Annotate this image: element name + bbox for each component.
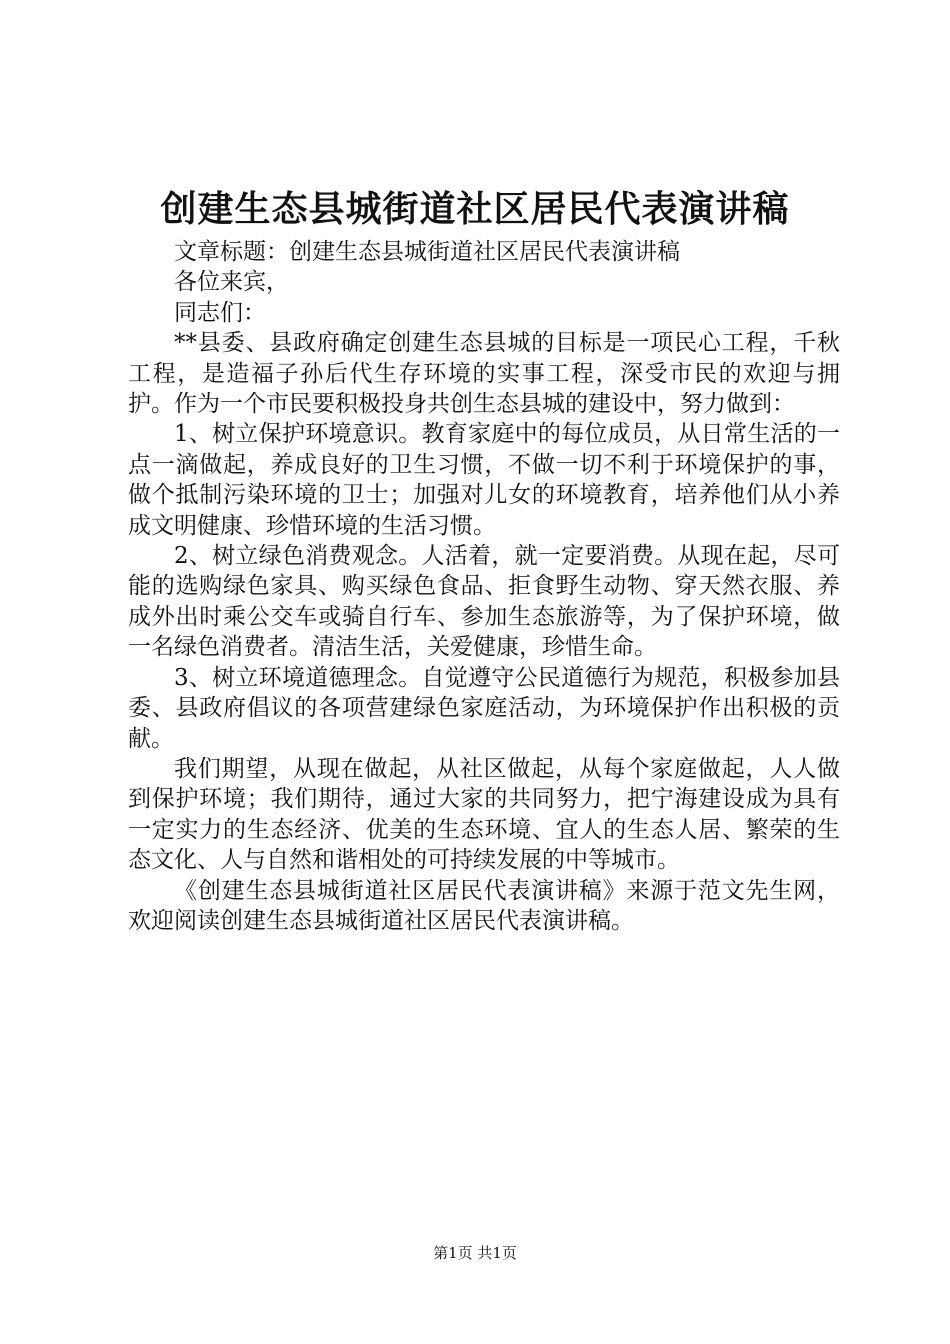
paragraph-item-1: 1、树立保护环境意识。教育家庭中的每位成员，从日常生活的一点一滴做起，养成良好的卫生习惯，不做一切不利于环境保护的事，做个抵制污染环境的卫士；加强对儿女的环境教育，培养他们从小养成文明健康、珍惜环境的生活习惯。	[128, 421, 840, 539]
salutation-guests: 各位来宾，	[174, 269, 289, 296]
document-title: 创建生态县城街道社区居民代表演讲稿	[160, 188, 790, 230]
paragraph-item-3: 3、树立环境道德理念。自觉遵守公民道德行为规范，积极参加县委、县政府倡议的各项营建绿色家庭活动，为环境保护作出积极的贡献。	[128, 664, 840, 752]
document-body	[128, 237, 840, 936]
paragraph-source-note: 《创建生态县城街道社区居民代表演讲稿》来源于范文先生网，欢迎阅读创建生态县城街道社区居民代表演讲稿。	[128, 877, 840, 934]
page-number-footer: 第1页 共1页	[433, 1244, 517, 1262]
paragraph-closing: 我们期望，从现在做起，从社区做起，从每个家庭做起，人人做到保护环境；我们期待，通过大家的共同努力，把宁海建设成为具有一定实力的生态经济、优美的生态环境、宜人的生态人居、繁荣的生态文化、人与自然和谐相处的可持续发展的中等城市。	[128, 755, 840, 874]
paragraph-item-2: 2、树立绿色消费观念。人活着，就一定要消费。从现在起，尽可能的选购绿色家具、购买绿色食品、拒食野生动物、穿天然衣服、养成外出时乘公交车或骑自行车、参加生态旅游等，为了保护环境，做一名绿色消费者。清洁生活，关爱健康，珍惜生命。	[128, 543, 840, 661]
paragraph-intro: **县委、县政府确定创建生态县城的目标是一项民心工程，千秋工程，是造福子孙后代生存环境的实事工程，深受市民的欢迎与拥护。作为一个市民要积极投身共创生态县城的建设中，努力做到：	[128, 330, 840, 418]
salutation-comrades: 同志们：	[174, 299, 266, 326]
article-title-line: 文章标题：创建生态县城街道社区居民代表演讲稿	[174, 239, 680, 265]
